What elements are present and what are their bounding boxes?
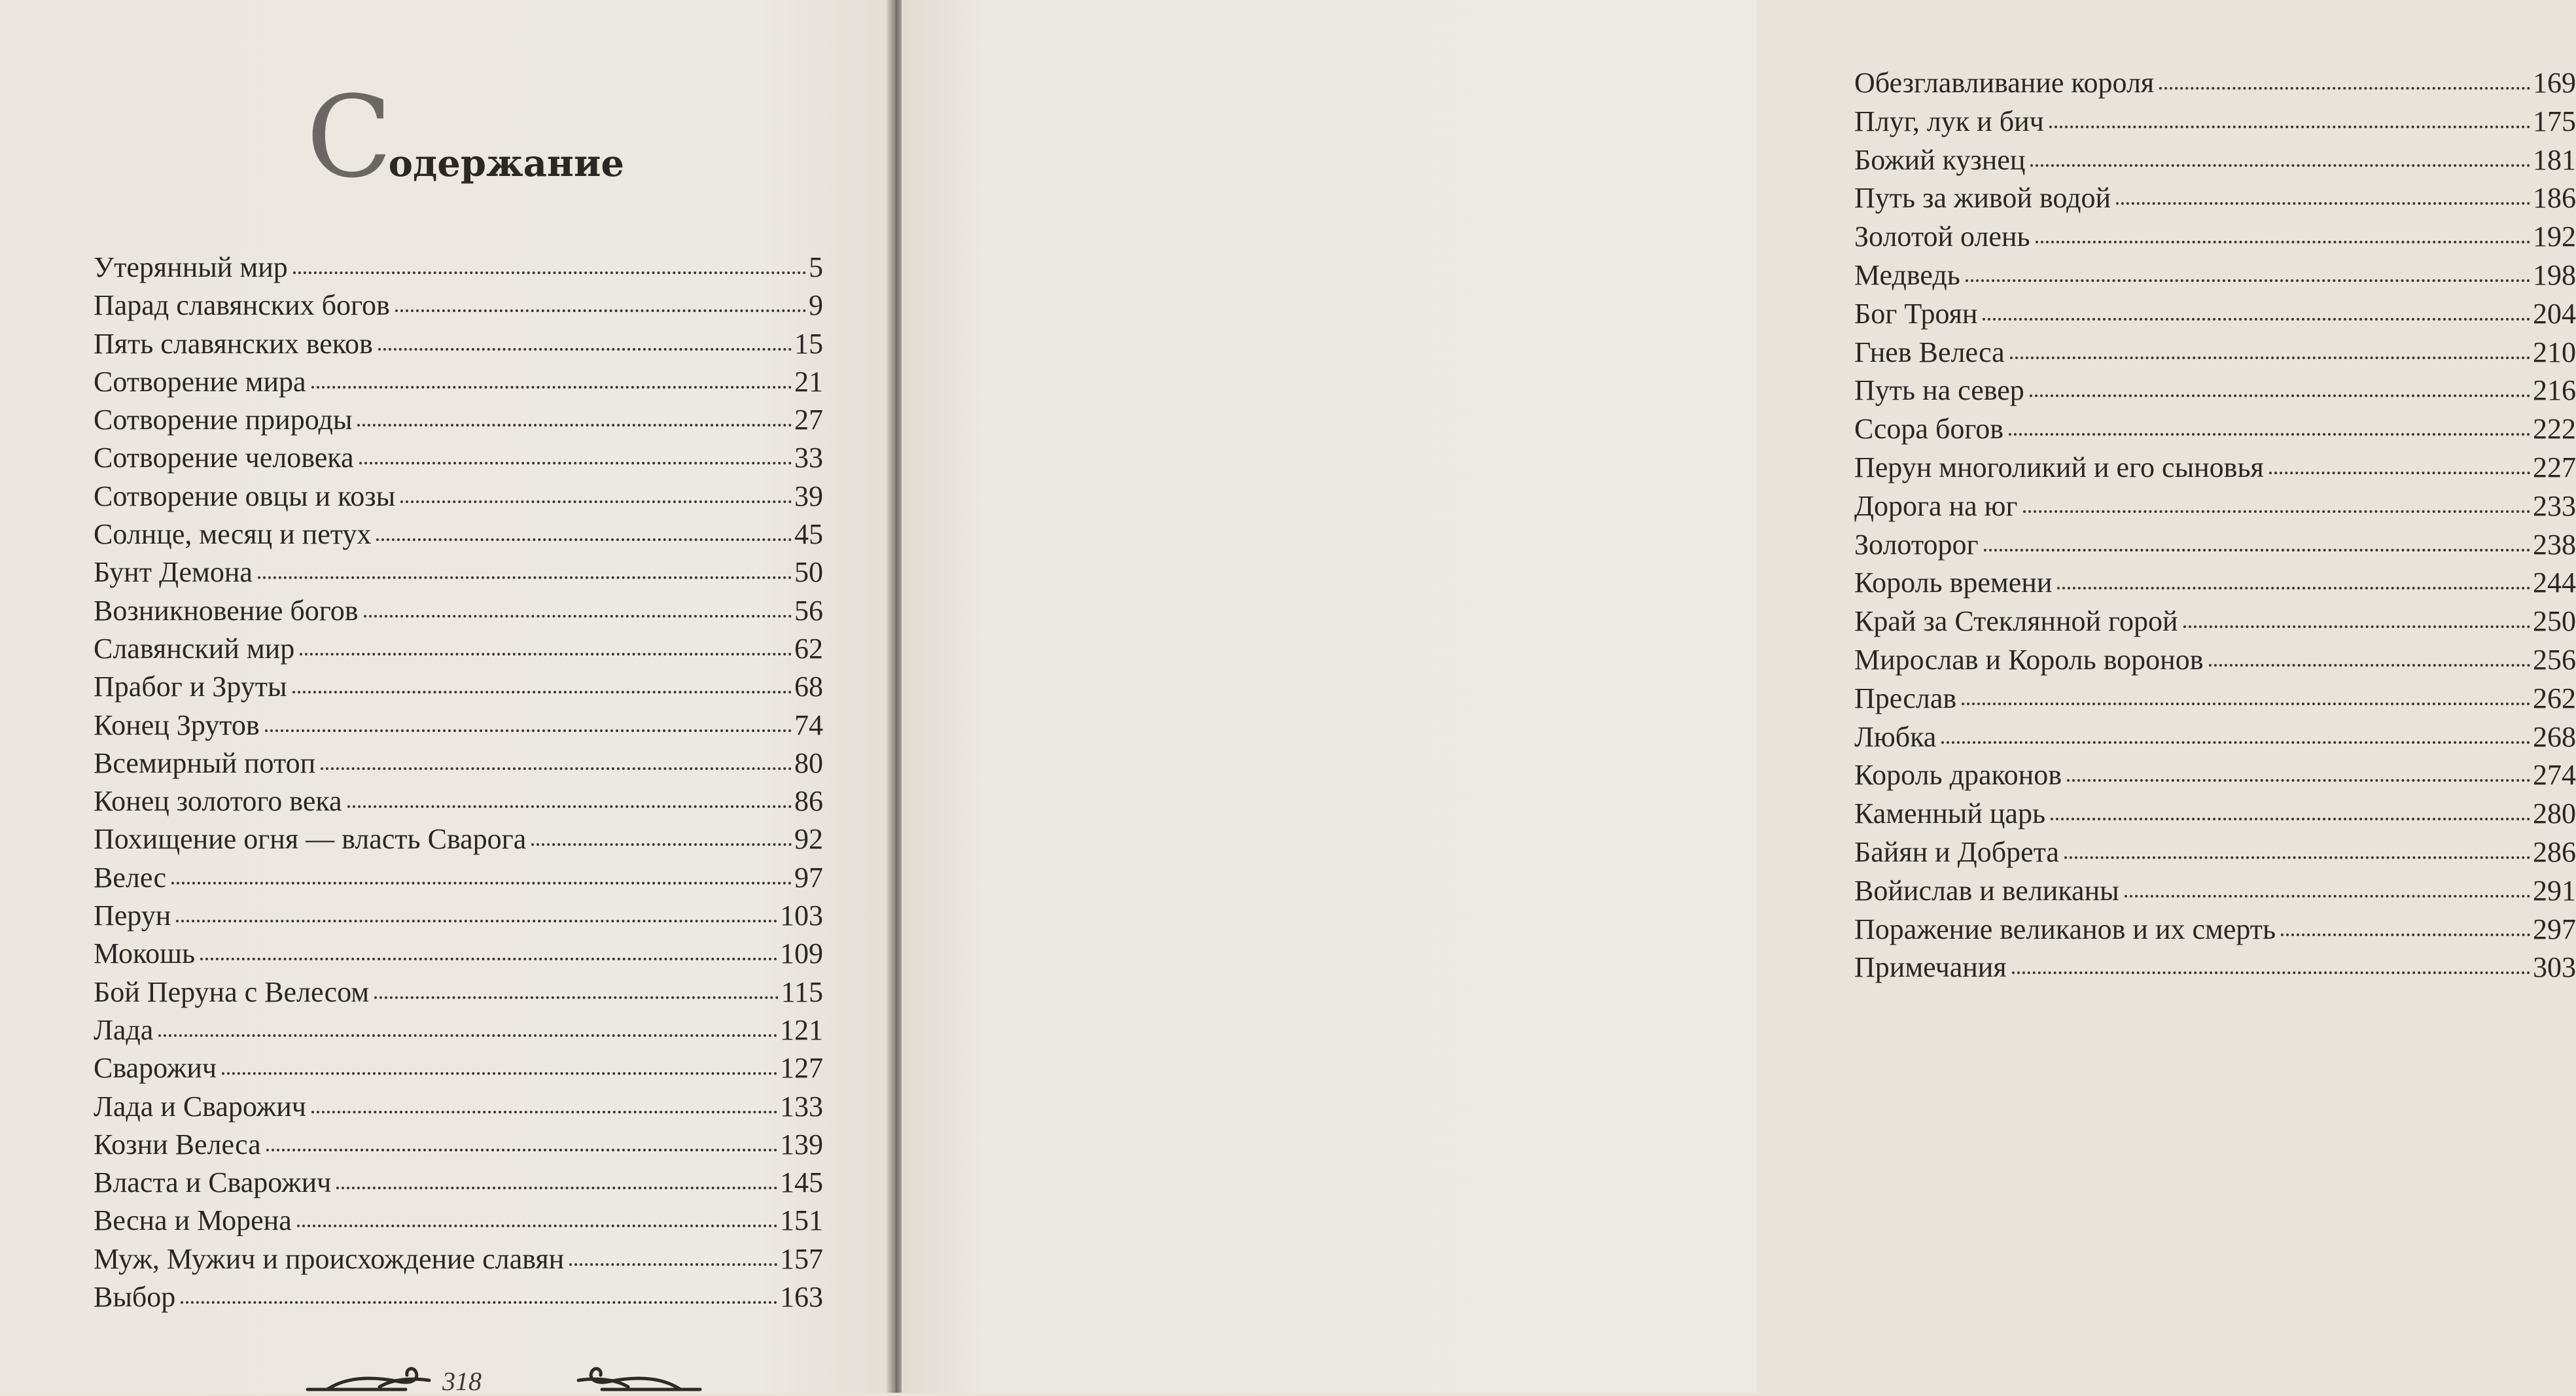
toc-entry-title: Солнце, месяц и петух: [94, 518, 372, 551]
dot-leader: [2010, 357, 2530, 359]
toc-entry: [94, 515, 823, 553]
dot-leader: [171, 882, 792, 884]
toc-entry-page: 204: [2533, 297, 2576, 330]
toc-entry-page: 256: [2533, 643, 2576, 676]
toc-entry-title: Сотворение овцы и козы: [94, 480, 396, 512]
title-drop-cap: С: [306, 71, 393, 203]
toc-entry-page: 115: [781, 975, 823, 1008]
toc-entry: [1854, 334, 2576, 372]
toc-entry-page: 45: [794, 518, 823, 551]
toc-entry-page: 50: [794, 556, 823, 589]
toc-list-right: [1854, 64, 2576, 987]
toc-entry-title: Путь на север: [1854, 374, 2024, 407]
toc-entry-title: Лада и Сварожич: [94, 1090, 306, 1123]
toc-entry: [94, 1240, 823, 1278]
dot-leader: [359, 462, 792, 464]
toc-entry-page: 181: [2533, 143, 2576, 176]
toc-entry: [1854, 410, 2576, 449]
toc-entry-title: Плуг, лук и бич: [1854, 105, 2044, 137]
toc-entry-page: 145: [780, 1166, 823, 1199]
toc-entry-page: 9: [809, 289, 823, 322]
toc-entry-page: 286: [2533, 835, 2576, 868]
toc-entry: [94, 744, 823, 782]
toc-entry-title: Божий кузнец: [1854, 143, 2026, 176]
toc-entry: [94, 897, 823, 935]
toc-entry-title: Медведь: [1854, 258, 1960, 291]
dot-leader: [266, 1149, 777, 1151]
toc-entry-page: 210: [2533, 336, 2576, 368]
toc-entry-page: 121: [780, 1013, 823, 1046]
toc-entry-page: 216: [2533, 374, 2576, 407]
toc-entry-page: 268: [2533, 720, 2576, 753]
toc-entry-page: 27: [794, 404, 823, 436]
dot-leader: [395, 309, 806, 312]
toc-entry-page: 163: [780, 1281, 823, 1314]
toc-entry-title: Выбор: [94, 1281, 176, 1314]
toc-entry-page: 250: [2533, 605, 2576, 638]
toc-entry-title: Обезглавливание короля: [1854, 67, 2155, 99]
dot-leader: [300, 653, 792, 655]
toc-entry-page: 80: [794, 746, 823, 779]
toc-entry: [1854, 833, 2576, 872]
toc-entry-page: 262: [2533, 682, 2576, 714]
toc-entry: [94, 401, 823, 439]
toc-entry-title: Сотворение человека: [94, 442, 354, 474]
toc-entry-title: Парад славянских богов: [94, 289, 390, 322]
toc-entry-page: 169: [2533, 67, 2576, 99]
toc-entry: [1854, 756, 2576, 795]
toc-entry: [1854, 372, 2576, 410]
toc-entry-title: Каменный царь: [1854, 797, 2046, 830]
toc-entry-page: 244: [2533, 567, 2576, 599]
toc-entry: [94, 553, 823, 591]
dot-leader: [2281, 934, 2530, 936]
toc-entry: [1854, 872, 2576, 911]
toc-entry-title: Король драконов: [1854, 759, 2062, 792]
toc-entry-title: Сотворение природы: [94, 404, 353, 436]
page-title: [306, 71, 625, 203]
toc-entry-page: 5: [809, 251, 823, 283]
toc-entry-title: Прабог и Зруты: [94, 671, 287, 703]
toc-entry-title: Мирослав и Король воронов: [1854, 643, 2204, 676]
dot-leader: [2064, 856, 2530, 859]
toc-entry-title: Войислав и великаны: [1854, 874, 2119, 907]
toc-entry: [1854, 911, 2576, 949]
toc-entry-title: Поражение великанов и их смерть: [1854, 913, 2276, 945]
dot-leader: [569, 1263, 777, 1266]
dot-leader: [1962, 703, 2530, 705]
dot-leader: [376, 538, 792, 541]
dot-leader: [292, 691, 792, 693]
toc-entry-title: Перун многоликий и его сыновья: [1854, 451, 2264, 483]
toc-entry: [1854, 179, 2576, 218]
toc-entry: [94, 707, 823, 744]
toc-entry-page: 157: [780, 1242, 823, 1275]
toc-entry-title: Муж, Мужич и происхождение славян: [94, 1242, 565, 1275]
toc-entry: [1854, 449, 2576, 487]
toc-entry-page: 233: [2533, 489, 2576, 522]
toc-entry-title: Золоторог: [1854, 528, 1979, 561]
toc-entry-title: Сотворение мира: [94, 365, 306, 398]
toc-entry-title: Дорога на юг: [1854, 489, 2018, 522]
dot-leader: [2183, 625, 2530, 628]
toc-entry: [1854, 103, 2576, 141]
toc-entry-title: Перун: [94, 899, 171, 932]
toc-entry-title: Преслав: [1854, 682, 1957, 714]
toc-entry-title: Козни Велеса: [94, 1128, 261, 1160]
toc-entry: [94, 935, 823, 973]
toc-entry-title: Мокошь: [94, 937, 196, 970]
dot-leader: [364, 615, 792, 618]
toc-entry-title: Ссора богов: [1854, 413, 2004, 445]
dot-leader: [181, 1301, 777, 1304]
toc-entry-page: 39: [794, 480, 823, 512]
dot-leader: [1984, 549, 2530, 551]
dot-leader: [531, 843, 792, 846]
toc-entry-page: 127: [780, 1052, 823, 1085]
toc-entry-title: Бог Троян: [1854, 297, 1978, 330]
toc-entry-title: Велес: [94, 861, 166, 894]
toc-entry: [1854, 718, 2576, 757]
toc-entry: [94, 782, 823, 820]
toc-entry-page: 109: [780, 937, 823, 970]
toc-entry: [1854, 564, 2576, 602]
toc-entry: [94, 1049, 823, 1087]
dot-leader: [2030, 394, 2530, 397]
toc-entry: [94, 249, 823, 287]
toc-entry: [1854, 949, 2576, 987]
toc-entry: [94, 668, 823, 706]
toc-entry: [1854, 641, 2576, 680]
dot-leader: [1983, 318, 2530, 321]
toc-entry-page: 86: [794, 785, 823, 818]
toc-entry: [1854, 487, 2576, 526]
toc-entry-title: Конец золотого века: [94, 785, 342, 818]
toc-entry-title: Возникновение богов: [94, 594, 359, 627]
toc-entry-title: Похищение огня — власть Сварога: [94, 823, 527, 856]
toc-entry-page: 291: [2533, 874, 2576, 907]
dot-leader: [2009, 433, 2530, 436]
toc-entry-title: Король времени: [1854, 567, 2053, 599]
toc-entry-title: Путь за живой водой: [1854, 182, 2111, 215]
toc-entry-title: Пять славянских веков: [94, 327, 373, 360]
dot-leader: [311, 1111, 777, 1113]
toc-entry: [1854, 680, 2576, 718]
toc-entry: [94, 1202, 823, 1240]
toc-entry-title: Сварожич: [94, 1052, 217, 1085]
dot-leader: [378, 348, 792, 351]
dot-leader: [2012, 971, 2530, 974]
dot-leader: [2209, 664, 2531, 667]
dot-leader: [400, 500, 792, 503]
toc-entry-title: Бой Перуна с Велесом: [94, 975, 370, 1008]
toc-entry-page: 15: [794, 327, 823, 360]
toc-entry: [1854, 64, 2576, 103]
toc-entry-page: 92: [794, 823, 823, 856]
toc-entry: [94, 630, 823, 668]
toc-entry-page: 56: [794, 594, 823, 627]
dot-leader: [200, 958, 777, 960]
dot-leader: [265, 729, 792, 732]
dot-leader: [311, 386, 792, 389]
dot-leader: [2159, 87, 2530, 90]
toc-entry-page: 238: [2533, 528, 2576, 561]
dot-leader: [2023, 510, 2530, 513]
toc-entry: [1854, 218, 2576, 256]
toc-entry-title: Гнев Велеса: [1854, 336, 2005, 368]
toc-entry-title: Байян и Добрета: [1854, 835, 2059, 868]
toc-entry-page: 33: [794, 442, 823, 474]
left-page: [0, 0, 891, 1396]
dot-leader: [258, 576, 792, 579]
toc-entry: [94, 325, 823, 363]
toc-entry-title: Славянский мир: [94, 632, 295, 665]
toc-entry-page: 198: [2533, 258, 2576, 291]
right-page: [902, 0, 2576, 1393]
dot-leader: [297, 1225, 777, 1227]
toc-entry-page: 280: [2533, 797, 2576, 830]
toc-entry-page: 186: [2533, 182, 2576, 215]
toc-entry-title: Лада: [94, 1013, 154, 1046]
dot-leader: [293, 271, 806, 274]
dot-leader: [2125, 895, 2530, 898]
dot-leader: [176, 920, 777, 922]
dot-leader: [336, 1187, 777, 1189]
toc-entry-title: Примечания: [1854, 951, 2007, 984]
toc-entry: [94, 1164, 823, 1202]
toc-entry: [94, 1126, 823, 1164]
dot-leader: [321, 767, 792, 770]
toc-entry: [94, 363, 823, 401]
toc-entry: [1854, 141, 2576, 180]
toc-entry-page: 222: [2533, 413, 2576, 445]
toc-entry-page: 303: [2533, 951, 2576, 984]
toc-entry: [94, 1278, 823, 1316]
toc-entry-page: 21: [794, 365, 823, 398]
toc-entry: [94, 1011, 823, 1049]
toc-entry-title: Любка: [1854, 720, 1937, 753]
toc-entry-title: Золотой олень: [1854, 220, 2030, 253]
page-number: 318: [442, 1367, 482, 1396]
title-text: одержание: [388, 142, 625, 185]
toc-entry: [1854, 526, 2576, 565]
toc-entry-page: 103: [780, 899, 823, 932]
dot-leader: [222, 1072, 777, 1075]
dot-leader: [2049, 126, 2530, 128]
toc-entry: [94, 859, 823, 897]
dot-leader: [374, 996, 778, 999]
toc-entry: [94, 973, 823, 1011]
dot-leader: [2269, 472, 2530, 474]
dot-leader: [347, 805, 792, 808]
toc-entry-page: 74: [794, 708, 823, 741]
toc-entry-title: Власта и Сварожич: [94, 1166, 332, 1199]
toc-entry: [1854, 602, 2576, 641]
toc-entry-title: Всемирный потоп: [94, 746, 316, 779]
dot-leader: [2051, 818, 2530, 820]
dot-leader: [2036, 241, 2530, 243]
toc-entry: [94, 478, 823, 515]
dot-leader: [2030, 164, 2530, 167]
toc-entry: [94, 1088, 823, 1126]
toc-entry-page: 192: [2533, 220, 2576, 253]
toc-entry: [1854, 795, 2576, 833]
toc-entry-title: Край за Стеклянной горой: [1854, 605, 2178, 638]
flourish-ornament-icon: [301, 1361, 707, 1396]
toc-entry-title: Весна и Морена: [94, 1204, 292, 1237]
toc-entry-page: 297: [2533, 913, 2576, 945]
dot-leader: [1966, 279, 2530, 282]
toc-list-left: [94, 249, 823, 1316]
toc-entry-page: 139: [780, 1128, 823, 1160]
dot-leader: [2057, 587, 2530, 589]
dot-leader: [2116, 202, 2530, 205]
toc-entry-page: 97: [794, 861, 823, 894]
toc-entry: [94, 439, 823, 477]
toc-entry-title: Бунт Демона: [94, 556, 253, 589]
toc-entry-page: 133: [780, 1090, 823, 1123]
footer-ornament: [301, 1361, 707, 1396]
dot-leader: [357, 424, 792, 427]
toc-entry-page: 68: [794, 671, 823, 703]
toc-entry: [1854, 256, 2576, 295]
toc-entry-page: 274: [2533, 759, 2576, 792]
toc-entry: [1854, 295, 2576, 334]
toc-entry-page: 175: [2533, 105, 2576, 137]
toc-entry-page: 151: [780, 1204, 823, 1237]
toc-entry-page: 62: [794, 632, 823, 665]
toc-entry: [94, 820, 823, 858]
toc-entry: [94, 287, 823, 324]
dot-leader: [1941, 741, 2530, 744]
toc-entry-title: Конец Зрутов: [94, 708, 260, 741]
dot-leader: [158, 1034, 777, 1037]
toc-entry-page: 227: [2533, 451, 2576, 483]
dot-leader: [2067, 779, 2530, 782]
toc-entry-title: Утерянный мир: [94, 251, 288, 283]
toc-entry: [94, 592, 823, 630]
